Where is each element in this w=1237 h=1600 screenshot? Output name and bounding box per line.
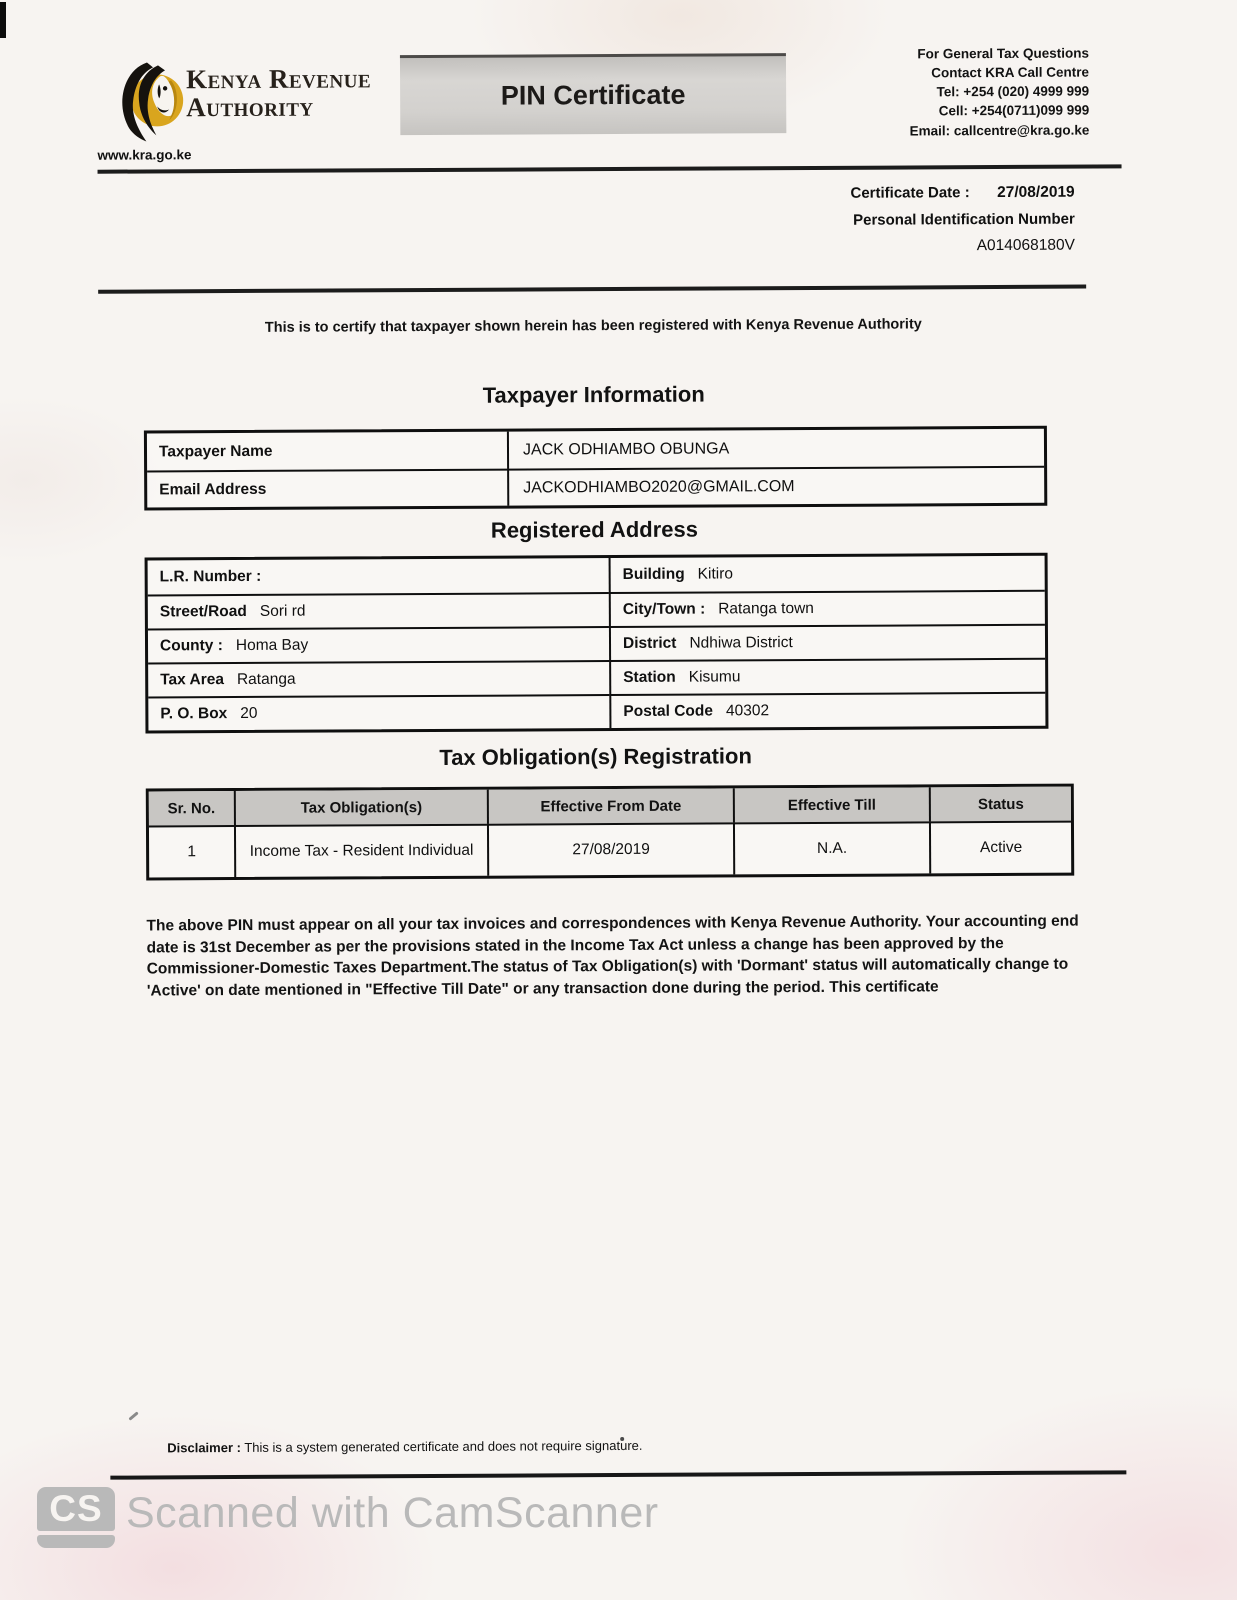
contact-line: For General Tax Questions <box>917 45 1089 62</box>
address-cell: Street/Road Sori rd <box>148 592 609 628</box>
address-cell: Postal Code 40302 <box>609 692 1045 728</box>
camscanner-logo <box>37 1487 115 1549</box>
table-row-cell: 1 <box>149 825 234 877</box>
email-label: Email Address <box>159 480 267 498</box>
kra-lion-logo-icon <box>113 58 185 144</box>
footer-divider <box>110 1470 1126 1479</box>
org-name-line2: Authority <box>186 91 314 122</box>
disclaimer-text: This is a system generated certificate and does not require signature. <box>244 1437 643 1455</box>
camscanner-watermark-text: Scanned with CamScanner <box>126 1489 659 1537</box>
table-value-cell <box>507 429 1044 469</box>
address-cell: Building Kitiro <box>609 556 1045 592</box>
column-header: Tax Obligation(s) <box>234 790 487 825</box>
pin-value: A014068180V <box>976 236 1075 255</box>
certify-statement: This is to certify that taxpayer shown herein has been registered with Kenya Revenue Authority <box>264 316 922 336</box>
tax-obligations-title: Tax Obligation(s) Registration <box>439 743 752 770</box>
table-row-cell: Income Tax - Resident Individual <box>234 824 487 877</box>
contact-block <box>909 44 1089 141</box>
address-cell: L.R. Number : <box>159 567 262 586</box>
table-label-cell <box>147 469 507 508</box>
contact-line: Cell: +254(0711)099 999 <box>938 102 1090 119</box>
contact-line: Contact KRA Call Centre <box>931 64 1090 81</box>
address-cell: City/Town : Ratanga town <box>609 590 1045 626</box>
tax-obligations-table <box>146 784 1074 881</box>
meta-divider <box>98 285 1086 294</box>
document-title-banner <box>400 53 786 135</box>
table-label-cell <box>147 432 507 471</box>
taxpayer-info-table <box>144 426 1047 511</box>
camscanner-badge-text: CS <box>49 1488 103 1529</box>
org-name <box>186 65 371 121</box>
column-header: Effective From Date <box>487 788 733 823</box>
column-header: Sr. No. <box>149 791 234 825</box>
table-row-cell: N.A. <box>733 821 929 874</box>
taxpayer-name-value: JACK ODHIAMBO OBUNGA <box>522 439 730 458</box>
registered-address-table <box>145 553 1049 734</box>
certificate-meta <box>850 184 1075 256</box>
contact-line: Email: callcentre@kra.go.ke <box>909 122 1090 139</box>
website-url: www.kra.go.ke <box>97 147 192 163</box>
document-title: PIN Certificate <box>500 79 686 111</box>
org-name-line1: Kenya Revenue <box>185 63 372 95</box>
header-divider <box>98 164 1122 173</box>
table-value-cell <box>507 466 1044 506</box>
camscanner-logo-bar <box>37 1535 115 1548</box>
table-row-cell: Active <box>929 821 1071 874</box>
pin-label: Personal Identification Number <box>853 210 1075 229</box>
disclaimer-label: Disclaimer : <box>167 1439 241 1456</box>
address-cell: Station Kisumu <box>609 658 1045 694</box>
disclaimer <box>167 1438 642 1455</box>
contact-line: Tel: +254 (020) 4999 999 <box>936 83 1090 100</box>
address-cell: Tax Area Ratanga <box>148 660 609 696</box>
taxpayer-name-label: Taxpayer Name <box>158 442 273 460</box>
address-cell: District Ndhiwa District <box>609 624 1045 660</box>
pen-mark-artifact <box>128 1411 138 1420</box>
camscanner-cs-icon <box>37 1487 115 1531</box>
registered-address-title: Registered Address <box>490 516 699 543</box>
pin-usage-paragraph: The above PIN must appear on all your tax invoices and correspondences with Kenya Revenue Authority. Your accounting end date is 31st December as per the provisions stated in the Income Tax Act unless a change has been approved by the Commissioner-Domestic Taxes Department.The status of Tax Obligation(s) with 'Dormant' status will automatically change to 'Active' on date mentioned in "Effective Till Date" or any transaction done during the period. This certificate <box>146 912 1079 1000</box>
column-header: Status <box>929 787 1071 822</box>
taxpayer-info-title: Taxpayer Information <box>482 381 705 408</box>
address-cell: P. O. Box 20 <box>148 694 609 730</box>
email-value: JACKODHIAMBO2020@GMAIL.COM <box>523 477 795 496</box>
address-cell: County : Homa Bay <box>148 626 609 662</box>
table-row-cell: 27/08/2019 <box>487 822 733 875</box>
column-header: Effective Till <box>733 787 929 822</box>
certificate-date-label: Certificate Date : <box>850 184 970 202</box>
certificate-date-value: 27/08/2019 <box>997 183 1075 202</box>
